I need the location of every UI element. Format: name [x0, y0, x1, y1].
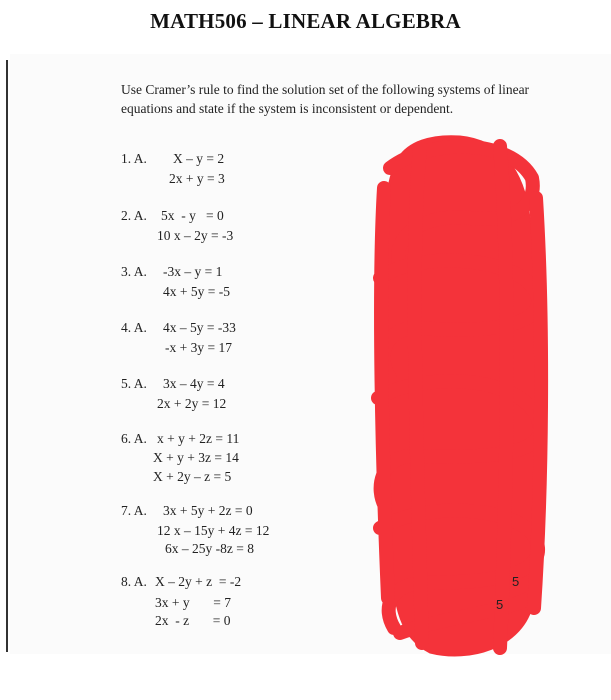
problem-label: 1. A.	[121, 151, 147, 166]
page-title: MATH506 – LINEAR ALGEBRA	[150, 9, 461, 33]
equation: -x + 3y = 17	[165, 340, 232, 355]
problem-label: 7. A.	[121, 503, 147, 518]
left-margin-line	[6, 60, 8, 652]
equation: 6x – 25y -8z = 8	[165, 541, 254, 556]
problem-label: 2. A.	[121, 208, 147, 223]
equation: X + y + 3z = 14	[153, 450, 239, 465]
instructions-text: Use Cramer’s rule to find the solution set of the following systems of linear equations and state if the system is inconsistent or dependent.	[121, 82, 530, 116]
scribble-stroke	[415, 148, 422, 643]
problem-label: 3. A.	[121, 264, 147, 279]
equation: 2x + 2y = 12	[157, 396, 227, 411]
equation: 10 x – 2y = -3	[157, 228, 234, 243]
equation: 3x – 4y = 4	[163, 376, 225, 391]
equation: 3x + 5y + 2z = 0	[163, 503, 253, 518]
scribble-stroke	[534, 198, 541, 608]
equation: X – y = 2	[173, 151, 225, 166]
equation: 5x - y = 0	[161, 208, 224, 223]
problem-label: 8. A.	[121, 574, 147, 589]
equation: X + 2y – z = 5	[153, 469, 232, 484]
scribble-stroke	[500, 146, 507, 648]
equation: 2x - z = 0	[155, 613, 231, 628]
equation: 2x + y = 3	[169, 171, 225, 186]
equation: x + y + 2z = 11	[157, 431, 240, 446]
problem-label: 4. A.	[121, 320, 147, 335]
equation: X – 2y + z = -2	[155, 574, 242, 589]
equation: 4x + 5y = -5	[163, 284, 230, 299]
equation: 4x – 5y = -33	[163, 320, 236, 335]
stray-mark: 5	[496, 597, 504, 612]
problem-label: 5. A.	[121, 376, 147, 391]
scribble-stroke	[381, 188, 388, 598]
equation: 3x + y = 7	[155, 595, 231, 610]
equation: -3x – y = 1	[163, 264, 223, 279]
red-scribble-redaction	[360, 128, 550, 663]
equation: 12 x – 15y + 4z = 12	[157, 523, 270, 538]
problem-label: 6. A.	[121, 431, 147, 446]
stray-mark: 5	[512, 574, 520, 589]
